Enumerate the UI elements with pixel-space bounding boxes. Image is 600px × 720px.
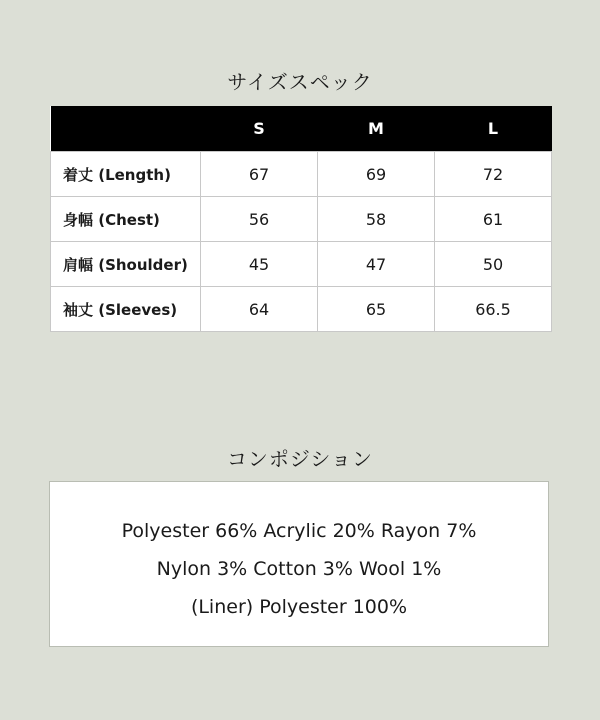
header-cell-l: L (435, 106, 552, 152)
size-spec-table (50, 106, 552, 332)
cell-value: 67 (201, 152, 318, 197)
table-row-shoulder (51, 242, 552, 287)
composition-line: Nylon 3% Cotton 3% Wool 1% (156, 558, 442, 580)
cell-value: 61 (435, 197, 552, 242)
row-label: 肩幅 (Shoulder) (51, 242, 201, 287)
composition-line: Polyester 66% Acrylic 20% Rayon 7% (121, 520, 477, 542)
row-label: 着丈 (Length) (51, 152, 201, 197)
size-spec-title: サイズスペック (227, 70, 373, 94)
cell-value: 64 (201, 287, 318, 332)
cell-value: 72 (435, 152, 552, 197)
table-header-row (51, 106, 552, 152)
cell-value: 50 (435, 242, 552, 287)
composition-line: (Liner) Polyester 100% (190, 596, 408, 618)
cell-value: 65 (318, 287, 435, 332)
cell-value: 47 (318, 242, 435, 287)
table-row-sleeves (51, 287, 552, 332)
cell-value: 45 (201, 242, 318, 287)
table-row-chest (51, 197, 552, 242)
cell-value: 69 (318, 152, 435, 197)
header-cell-empty (51, 106, 201, 152)
cell-value: 58 (318, 197, 435, 242)
composition-box (49, 481, 549, 647)
cell-value: 66.5 (435, 287, 552, 332)
row-label: 身幅 (Chest) (51, 197, 201, 242)
table-row-length (51, 152, 552, 197)
cell-value: 56 (201, 197, 318, 242)
header-cell-m: M (318, 106, 435, 152)
row-label: 袖丈 (Sleeves) (51, 287, 201, 332)
composition-title: コンポジション (226, 447, 374, 471)
header-cell-s: S (201, 106, 318, 152)
